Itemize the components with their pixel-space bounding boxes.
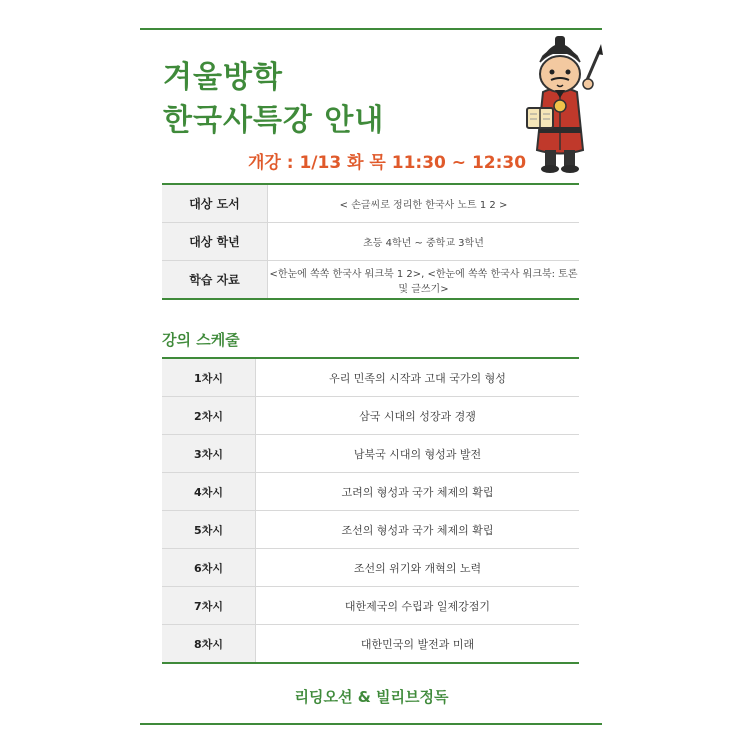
schedule-heading: 강의 스케줄 xyxy=(162,331,240,349)
footer-brand: 리딩오션 & 빌리브정독 xyxy=(294,688,449,706)
session-topic: 삼국 시대의 성장과 경쟁 xyxy=(256,397,580,435)
session-topic: 고려의 형성과 국가 체제의 확립 xyxy=(256,473,580,511)
info-label: 대상 도서 xyxy=(162,184,268,223)
session-number: 4차시 xyxy=(162,473,256,511)
session-topic: 우리 민족의 시작과 고대 국가의 형성 xyxy=(256,358,580,397)
info-label: 학습 자료 xyxy=(162,261,268,300)
table-row xyxy=(162,223,579,261)
session-topic: 조선의 위기와 개혁의 노력 xyxy=(256,549,580,587)
session-number: 6차시 xyxy=(162,549,256,587)
info-value: < 손글씨로 정리한 한국사 노트 1 2 > xyxy=(268,184,580,223)
session-topic: 대한제국의 수립과 일제강점기 xyxy=(256,587,580,625)
info-value: <한눈에 쏙쏙 한국사 워크북 1 2>, <한눈에 쏙쏙 한국사 워크북: 토론 및 글쓰기> xyxy=(269,268,578,295)
table-row xyxy=(162,511,579,549)
table-row xyxy=(162,397,579,435)
info-value: 초등 4학년 ~ 중학교 3학년 xyxy=(268,223,580,261)
table-row xyxy=(162,261,579,300)
session-topic: 조선의 형성과 국가 체제의 확립 xyxy=(256,511,580,549)
session-number: 8차시 xyxy=(162,625,256,664)
table-row xyxy=(162,625,579,664)
session-number: 1차시 xyxy=(162,358,256,397)
session-number: 3차시 xyxy=(162,435,256,473)
session-number: 2차시 xyxy=(162,397,256,435)
table-row xyxy=(162,435,579,473)
king-mascot-illustration xyxy=(515,32,605,177)
table-row xyxy=(162,358,579,397)
table-row xyxy=(162,549,579,587)
schedule-table xyxy=(162,357,579,664)
session-number: 5차시 xyxy=(162,511,256,549)
table-row xyxy=(162,587,579,625)
opening-schedule: 개강 : 1/13 화 목 11:30 ~ 12:30 xyxy=(248,153,527,173)
top-divider xyxy=(140,28,602,30)
session-topic: 남북국 시대의 형성과 발전 xyxy=(256,435,580,473)
bottom-divider xyxy=(140,723,602,725)
course-info-table xyxy=(162,183,579,300)
title-line-1: 겨울방학 xyxy=(163,60,283,95)
title-line-2: 한국사특강 안내 xyxy=(163,103,385,138)
table-row xyxy=(162,473,579,511)
session-topic: 대한민국의 발전과 미래 xyxy=(360,637,475,651)
table-row xyxy=(162,184,579,223)
session-number: 7차시 xyxy=(162,587,256,625)
info-label: 대상 학년 xyxy=(162,223,268,261)
